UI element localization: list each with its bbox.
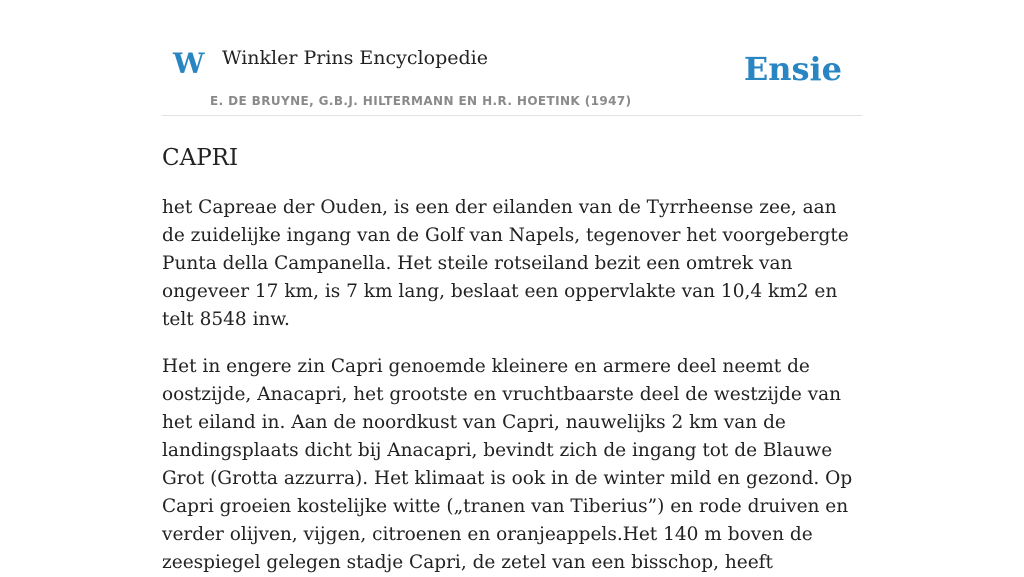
- source-authors: E. DE BRUYNE, G.B.J. HILTERMANN EN H.R. HOETINK (1947): [210, 94, 632, 108]
- source-header: [162, 0, 862, 116]
- winkler-prins-logo-icon[interactable]: W: [173, 47, 205, 80]
- article-paragraph-2: Het in engere zin Capri genoemde kleinere en armere deel neemt de oostzijde, Anacapri, het grootste en vruchtbaarste deel de westzijde van het eiland in. Aan de noordkust van Capri, nauwelijks 2 km van de landingsplaats dicht bij Anacapri, bevindt zich de ingang tot de Blauwe Grot (Grotta azzurra). Het klimaat is ook in de winter mild en gezond. Op Capri groeien kostelijke witte („tranen van Tiberius”) en rode druiven en verder olijven, vijgen, citroenen en oranjeappels.Het 140 m boven de zeespiegel gelegen stadje Capri, de zetel van een bisschop, heeft: [162, 356, 853, 573]
- source-title[interactable]: Winkler Prins Encyclopedie: [222, 47, 488, 69]
- ensie-brand-logo[interactable]: Ensie: [743, 50, 842, 88]
- page: [162, 0, 862, 577]
- article-paragraph-1: het Capreae der Ouden, is een der eilanden van de Tyrrheense zee, aan de zuidelijke ingang van de Golf van Napels, tegenover het voorgebergte Punta della Campanella. Het steile rotseiland bezit een omtrek van ongeveer 17 km, is 7 km lang, beslaat een oppervlakte van 10,4 km2 en telt 8548 inw.: [162, 197, 849, 330]
- entry-title: CAPRI: [162, 145, 239, 171]
